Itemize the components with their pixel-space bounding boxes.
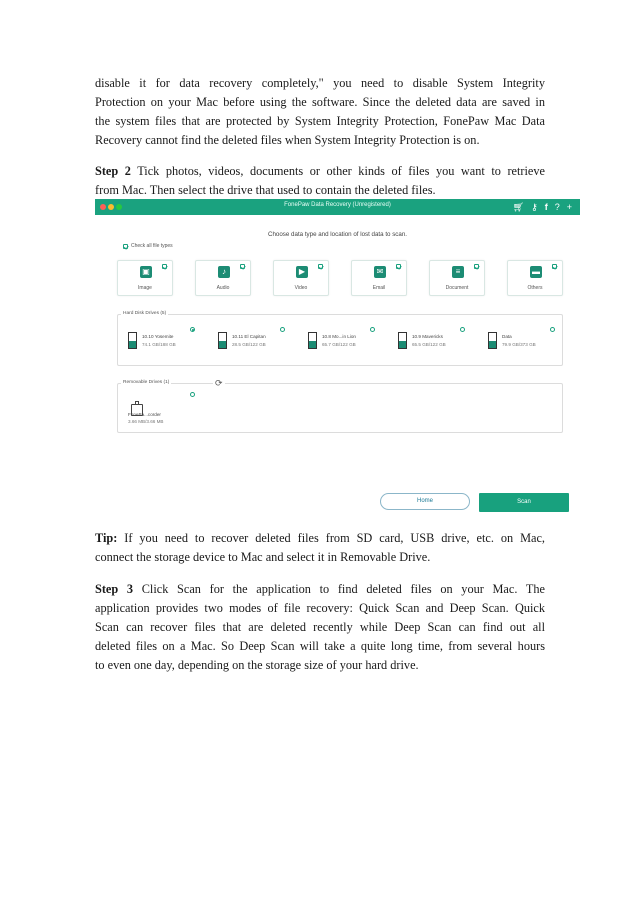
intro-line: the system files that are protected by System Integrity Protection, FonePaw Mac Data (95, 114, 545, 128)
step3-line: application provides two modes of file recovery: Quick Scan and Deep Scan. Quick (95, 601, 545, 615)
music-icon: ♪ (218, 266, 230, 278)
file-type-image[interactable] (117, 260, 173, 296)
drive-radio[interactable] (190, 392, 195, 397)
drive-name: FonePa...corder (128, 412, 161, 417)
file-type-list (117, 260, 563, 296)
hard-drive-icon (488, 332, 497, 349)
drive-item[interactable] (482, 329, 560, 355)
check-all-checkbox[interactable] (123, 243, 173, 249)
step2-line: from Mac. Then select the drive that used to contain the deleted files. (95, 183, 436, 197)
file-type-audio[interactable] (195, 260, 251, 296)
hard-disk-drives-title: Hard Disk Drives (5) (123, 311, 167, 316)
step3-line: to even one day, depending on the storage size of your hard drive. (95, 658, 419, 672)
tip-line: connect the storage device to Mac and select it in Removable Drive. (95, 550, 431, 564)
drive-capacity: 3.66 MB/3.66 MB (128, 419, 164, 424)
drive-capacity: 65.7 GB/122 GB (322, 342, 356, 347)
removable-drives-title: Removable Drives (1) (123, 380, 170, 385)
file-type-label: Audio (216, 285, 230, 291)
home-button[interactable]: Home (380, 493, 470, 510)
step2-label: Step 2 (95, 164, 131, 178)
title-bar (95, 199, 580, 215)
hard-disk-drives-group (117, 311, 563, 366)
intro-paragraph (95, 74, 545, 150)
drive-capacity: 79.9 GB/373 GB (502, 342, 536, 347)
drive-item[interactable] (212, 329, 290, 355)
video-icon: ▶ (296, 266, 308, 278)
step3-line: Scan can recover files that are deleted recently while Deep Scan can find out all (95, 620, 545, 634)
drive-name: 10.11 El Capitan (232, 334, 266, 339)
drive-capacity: 28.5 GB/122 GB (232, 342, 266, 347)
drive-radio[interactable] (370, 327, 375, 332)
intro-line: disable it for data recovery completely," you need to disable System Integrity (95, 76, 545, 90)
key-icon[interactable]: ⚷ (531, 201, 538, 212)
checkbox-icon[interactable] (474, 264, 479, 269)
file-type-label: Document (445, 285, 469, 291)
step2-paragraph (95, 162, 545, 200)
file-type-video[interactable] (273, 260, 329, 296)
checkbox-icon[interactable] (162, 264, 167, 269)
drive-name: 10.9 Mavericks (412, 334, 443, 339)
image-icon: ▣ (140, 266, 152, 278)
drive-name: Data (502, 334, 512, 339)
instruction-text: Choose data type and location of lost data to scan. (268, 231, 407, 238)
drive-radio[interactable] (550, 327, 555, 332)
step2-text: Tick photos, videos, documents or other kinds of files you want to retrieve (130, 164, 545, 178)
removable-drives-group (117, 378, 563, 433)
folder-icon: ▬ (532, 267, 540, 276)
file-type-label: Email (372, 285, 386, 291)
drive-item[interactable] (122, 329, 200, 355)
step3-label: Step 3 (95, 582, 134, 596)
email-icon: ✉ (374, 266, 386, 278)
hard-drive-icon (128, 332, 137, 349)
document-icon: ≡ (452, 266, 464, 278)
file-type-label: Image (138, 285, 152, 291)
help-icon[interactable]: ? (554, 202, 560, 212)
removable-drive-item[interactable] (122, 392, 200, 424)
drive-capacity: 65.5 GB/122 GB (412, 342, 446, 347)
check-all-label: Check all file types (131, 243, 173, 249)
tip-label: Tip: (95, 531, 118, 545)
tip-paragraph (95, 529, 545, 567)
scan-button[interactable]: Scan (479, 493, 569, 512)
checkbox-icon[interactable] (552, 264, 557, 269)
checkbox-icon[interactable] (396, 264, 401, 269)
file-type-others[interactable] (507, 260, 563, 296)
step3-paragraph (95, 580, 545, 675)
file-type-label: Others (527, 285, 543, 291)
plus-icon[interactable]: + (566, 202, 572, 212)
drive-item[interactable] (392, 329, 470, 355)
file-type-label: Video (294, 285, 308, 291)
drive-name: 10.8 Mo...in Lion (322, 334, 356, 339)
intro-line: Protection on your Mac before using the software. Since the deleted data are saved in (95, 95, 545, 109)
toolbar-icons (513, 201, 572, 213)
drive-capacity: 74.1 GB/188 GB (142, 342, 176, 347)
hard-drive-icon (308, 332, 317, 349)
window-title: FonePaw Data Recovery (Unregistered) (284, 202, 391, 208)
step3-line: deleted files on a Mac. So Deep Scan will take a quite long time, from several hours (95, 639, 545, 653)
step3-text: Click Scan for the application to find deleted files on your Mac. The (133, 582, 545, 596)
facebook-icon[interactable]: f (544, 202, 548, 212)
app-screenshot (95, 199, 580, 520)
checkbox-icon[interactable] (318, 264, 323, 269)
file-type-email[interactable] (351, 260, 407, 296)
drive-radio[interactable] (190, 327, 195, 332)
checkbox-icon (123, 244, 128, 249)
cart-icon[interactable]: 🛒︎ (512, 201, 525, 212)
drive-radio[interactable] (460, 327, 465, 332)
drive-item[interactable] (302, 329, 380, 355)
intro-line: Recovery cannot find the deleted files when System Integrity Protection is on. (95, 133, 480, 147)
drive-name: 10.10 Yosemite (142, 334, 174, 339)
tip-text: If you need to recover deleted files from SD card, USB drive, etc. on Mac, (117, 531, 545, 545)
file-type-document[interactable] (429, 260, 485, 296)
refresh-icon[interactable]: ⟳ (215, 378, 223, 388)
hard-drive-icon (218, 332, 227, 349)
checkbox-icon[interactable] (240, 264, 245, 269)
drive-radio[interactable] (280, 327, 285, 332)
hard-drive-icon (398, 332, 407, 349)
